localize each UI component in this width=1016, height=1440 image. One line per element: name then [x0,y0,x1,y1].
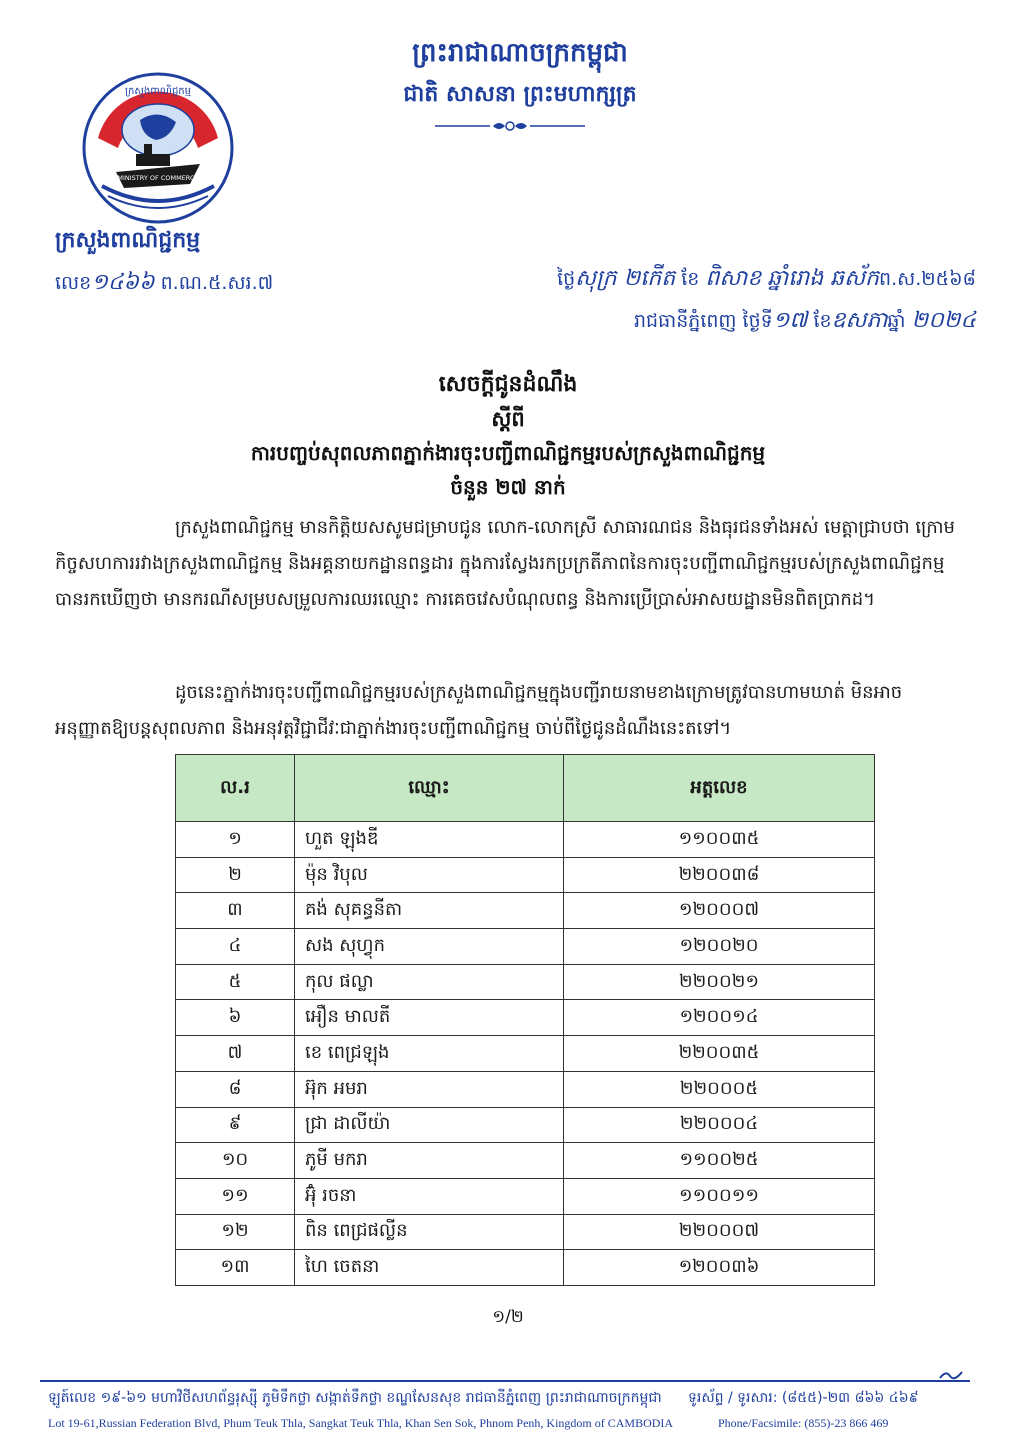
row-number: ៣ [176,893,295,929]
footer-phone-kh: ទូរស័ព្ទ / ទូរសារ: (៨៥៥)-២៣ ៨៦៦ ៤៦៩ [688,1390,919,1406]
ministry-logo [78,68,238,228]
notice-count: ចំនួន ២៧ នាក់ [450,475,566,499]
agent-id: ១២០០១៤ [564,1000,875,1036]
agent-name: ហួត ឡុងឌី [295,822,564,858]
agent-id: ១១០០១១ [564,1178,875,1214]
footer-divider [40,1380,970,1382]
ref-prefix: លេខ [55,272,92,294]
ref-number-handwritten: ១៤៦៦ [91,270,155,295]
footer-phone-en: Phone/Facsimile: (855)-23 866 469 [718,1416,889,1430]
lunar-prefix: ថ្ងៃ [557,268,576,290]
lunar-day: សុក្រ ២កើត [575,266,676,291]
reference-number [55,268,273,300]
agent-id: ២២០០៣៥ [564,1036,875,1072]
table-header-row [176,755,875,822]
agent-name: ហៃ ចេតនា [295,1250,564,1286]
solar-prefix: រាជធានីភ្នំពេញ ថ្ងៃទី [633,310,773,332]
ornament-divider [435,118,585,134]
table-row [176,1107,875,1143]
solar-day: ១៧ [772,308,808,333]
agent-name: ម៉ុន វិបុល [295,857,564,893]
row-number: ៨ [176,1071,295,1107]
table-row [176,1214,875,1250]
kingdom-heading: ព្រះរាជាណាចក្រកម្ពុជា [412,38,628,68]
row-number: ២ [176,857,295,893]
solar-month: ឧសភា [831,308,888,333]
agent-name: កុល ផល្លា [295,964,564,1000]
solar-year-label: ឆ្នាំ [887,310,906,332]
notice-title: សេចក្តីជូនដំណឹង [438,372,578,397]
row-number: ៥ [176,964,295,1000]
col-header-name: ឈ្មោះ [295,755,564,822]
table-row [176,1036,875,1072]
row-number: ៩ [176,1107,295,1143]
lunar-date [557,264,976,296]
col-header-no: ល.រ [176,755,295,822]
table-row [176,1071,875,1107]
lunar-year: ឆ្នាំរោង ឆស័ក [767,266,880,291]
logo-caption: MINISTRY OF COMMERCE [117,174,199,182]
body-paragraph-1: ក្រសួងពាណិជ្ជកម្ម មានកិត្តិយសសូមជម្រាបជូន លោក-លោកស្រី សាធារណជន និងធុរជនទាំងអស់ មេត្តាជ្រាបថា ក្រោមកិច្ចសហការរវាងក្រសួងពាណិជ្ជកម្ម និងអគ្គនាយកដ្ឋានពន្ធដារ ក្នុងការស្វែងរកប្រក្រតីភាពនៃការចុះបញ្ជីពាណិជ្ជកម្មរបស់ក្រសួងពាណិជ្ជកម្ម បានរកឃើញថា មានករណីសម្របសម្រួលការឈរឈ្មោះ ការគេចវេសបំណុលពន្ធ និងការប្រើប្រាស់អាសយដ្ឋានមិនពិតប្រាកដ។ [55,517,955,610]
agent-name: គង់ សុគន្ធនីតា [295,893,564,929]
table-row [176,1143,875,1179]
agent-id: ១២០០០៧ [564,893,875,929]
agent-name: ភូមី មករា [295,1143,564,1179]
agent-name: ជ្រា ដាលីយ៉ា [295,1107,564,1143]
table-row [176,822,875,858]
agent-id: ១២០០៣៦ [564,1250,875,1286]
notice-subject: ការបញ្ចប់សុពលភាពភ្នាក់ងារចុះបញ្ជីពាណិជ្ជកម្មរបស់ក្រសួងពាណិជ្ជកម្ម [250,441,766,465]
logo-khmer-caption: ក្រសួងពាណិជ្ជកម្ម [125,86,191,97]
agent-id: ២២០០៣៨ [564,857,875,893]
agent-name: អ៊ុក អមរា [295,1071,564,1107]
agent-name: ខេ ពេជ្រឡុង [295,1036,564,1072]
row-number: ១ [176,822,295,858]
row-number: ៧ [176,1036,295,1072]
agent-table [175,754,875,1286]
row-number: ១២ [176,1214,295,1250]
ref-suffix: ព.ណ.៥.សរ.៧ [160,272,274,294]
page-number: ១/២ [492,1307,524,1327]
agent-id: ១២០០២០ [564,929,875,965]
agent-id: ១១០០២៥ [564,1143,875,1179]
col-header-id: អត្តលេខ [564,755,875,822]
footer-address-khmer [48,1388,978,1409]
table-row [176,1000,875,1036]
lunar-month: ពិសាខ [705,266,762,291]
footer-address-english [48,1416,978,1431]
table-row [176,964,875,1000]
solar-month-label: ខែ [813,310,832,332]
table-row [176,1250,875,1286]
agent-id: ២២០០០៤ [564,1107,875,1143]
agent-id: ២២០០០៥ [564,1071,875,1107]
row-number: ៦ [176,1000,295,1036]
row-number: ១១ [176,1178,295,1214]
agent-id: ២២០០០៧ [564,1214,875,1250]
row-number: ៤ [176,929,295,965]
footer-address-kh-text: ឡូត៍លេខ ១៩-៦១ មហាវិថីសហព័ន្ធរុស្ស៊ី ភូមិទឹកថ្លា សង្កាត់ទឹកថ្លា ខណ្ឌសែនសុខ រាជធានីភ្នំពេញ ព្រះរាជាណាចក្រកម្ពុជា [48,1390,662,1406]
initial-mark-icon [938,1368,964,1382]
table-body [176,822,875,1286]
agent-name: សង សុហ្វុក [295,929,564,965]
solar-year: ២០២៤ [911,308,976,333]
table-row [176,929,875,965]
agent-id: ២២០០២១ [564,964,875,1000]
table-row [176,893,875,929]
notice-subject-label: ស្តីពី [491,407,525,431]
buddhist-era: ព.ស.២៥៦៨ [879,268,976,290]
body-paragraph-2: ដូចនេះភ្នាក់ងារចុះបញ្ជីពាណិជ្ជកម្មរបស់ក្រសួងពាណិជ្ជកម្មក្នុងបញ្ជីរាយនាមខាងក្រោមត្រូវបានហាមឃាត់ មិនអាចអនុញ្ញាតឱ្យបន្តសុពលភាព និងអនុវត្តវិជ្ជាជីវៈជាភ្នាក់ងារចុះបញ្ជីពាណិជ្ជកម្ម ចាប់ពីថ្ងៃជូនដំណឹងនេះតទៅ។ [55,682,903,739]
solar-date [634,306,976,338]
agent-name: ពិន ពេជ្រផល្លីន [295,1214,564,1250]
agent-id: ១១០០៣៥ [564,822,875,858]
table-row [176,857,875,893]
row-number: ១០ [176,1143,295,1179]
row-number: ១៣ [176,1250,295,1286]
agent-name: អឿន មាលតី [295,1000,564,1036]
ministry-name: ក្រសួងពាណិជ្ជកម្ម [55,228,201,253]
footer-address-en-text: Lot 19-61,Russian Federation Blvd, Phum Teuk Thla, Sangkat Teuk Thla, Khan Sen Sok, Phnom Penh, Kingdom of CAMBODIA [48,1416,674,1430]
table-row [176,1178,875,1214]
national-motto: ជាតិ សាសនា ព្រះមហាក្សត្រ [403,82,637,107]
lunar-month-label: ខែ [681,268,700,290]
agent-name: អ៊ុំ រចនា [295,1178,564,1214]
